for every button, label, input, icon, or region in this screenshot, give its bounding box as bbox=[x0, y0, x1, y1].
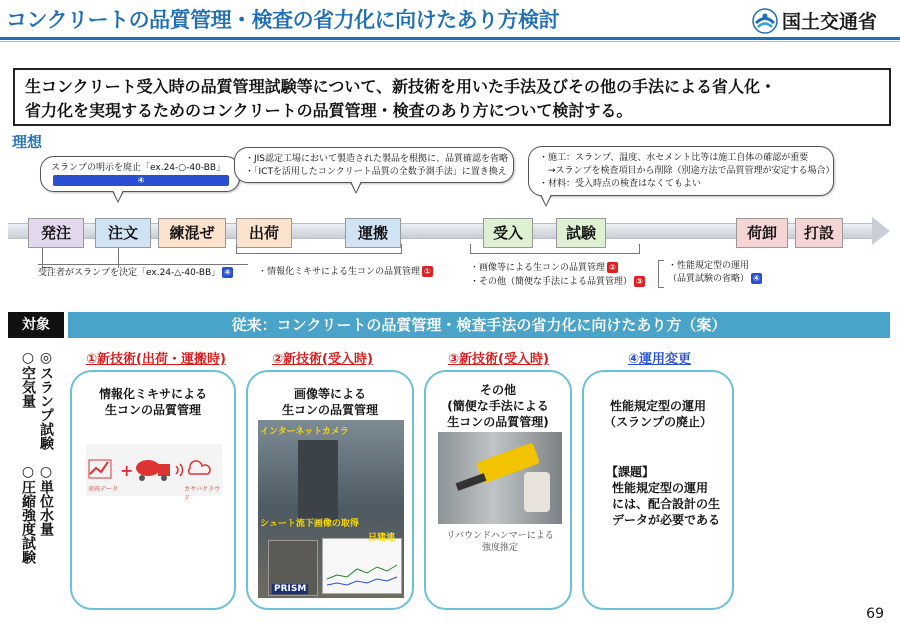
rebound-hammer-icon bbox=[438, 432, 562, 524]
badge-4: ④ bbox=[53, 175, 229, 186]
page-number: 69 bbox=[866, 606, 884, 622]
note-mixer-text: ・情報化ミキサによる生コンの品質管理 bbox=[258, 267, 421, 277]
summary-line-2: 省力化を実現するためのコンクリートの品質管理・検査のあり方について検討する。 bbox=[25, 101, 633, 120]
chute-shape bbox=[298, 440, 338, 520]
ideal-label: 理想 bbox=[12, 133, 43, 151]
callout-jis bbox=[234, 147, 514, 183]
column-head-4 bbox=[628, 348, 691, 367]
card-4-issue bbox=[606, 464, 720, 528]
column-head-2-text: ②新技術(受入時) bbox=[272, 352, 373, 367]
organization-name: 国土交通省 bbox=[782, 11, 878, 33]
callout-construction-line-3: ・材料：受入時点の検査はなくてもよい bbox=[539, 179, 702, 189]
card-2-title-line-1: 画像等による bbox=[293, 387, 366, 401]
card-performance-spec bbox=[582, 370, 734, 610]
title-underline bbox=[0, 37, 900, 40]
mixer-label-cloud: カヤバクラウド bbox=[184, 486, 221, 502]
card-3-title-line-3: 生コンの品質管理) bbox=[447, 415, 549, 429]
camera-photo bbox=[258, 420, 404, 598]
step-testing: 試験 bbox=[556, 218, 606, 248]
target-slump-test: ◎スランプ試験 bbox=[38, 350, 54, 450]
card-4-title-line-1: 性能規定型の運用 bbox=[609, 399, 706, 413]
callout-slump-abolish bbox=[40, 156, 240, 192]
bracket-perf bbox=[658, 260, 664, 288]
step-shipping: 出荷 bbox=[236, 218, 292, 248]
note-image bbox=[470, 262, 618, 275]
callout-construction bbox=[528, 146, 834, 196]
card-3-title bbox=[426, 382, 570, 430]
issue-heading: 【課題】 bbox=[606, 465, 655, 479]
note-other bbox=[470, 276, 645, 289]
issue-line-3: データが必要である bbox=[612, 513, 721, 527]
rebound-caption bbox=[426, 530, 574, 554]
card-image-quality bbox=[246, 370, 414, 610]
photo-label-nikkenren: 日建連 bbox=[368, 533, 396, 543]
photo-label-prism: PRISM bbox=[274, 584, 307, 594]
badge-2: ② bbox=[609, 263, 616, 272]
column-head-1-text: ①新技術(出荷・運搬時) bbox=[86, 352, 226, 367]
callout-tail bbox=[112, 191, 124, 203]
step-transport: 運搬 bbox=[345, 218, 401, 248]
card-1-title bbox=[72, 386, 234, 418]
badge-4: ④ bbox=[224, 268, 231, 277]
step-unloading: 荷卸 bbox=[736, 218, 788, 248]
note-perf-line-2: （品質試験の省略） bbox=[668, 274, 750, 284]
issue-line-2: には、配合設計の生 bbox=[612, 497, 721, 511]
callout-slump-abolish-text: スランプの明示を廃止「ex.24-○-40-BB」 bbox=[51, 163, 226, 173]
step-request: 注文 bbox=[95, 218, 151, 248]
note-order-text: 受注者がスランプを決定「ex.24-△-40-BB」 bbox=[38, 268, 221, 278]
note-other-text: ・その他（簡便な手法による品質管理） bbox=[470, 277, 633, 287]
mixer-illustration bbox=[86, 444, 222, 502]
column-head-4-text: ④運用変更 bbox=[628, 352, 692, 367]
note-mixer bbox=[258, 266, 433, 279]
bracket-receiving-testing bbox=[470, 244, 640, 254]
card-1-title-line-1: 情報化ミキサによる bbox=[98, 387, 207, 401]
callout-tail bbox=[540, 195, 552, 207]
badge-4: ④ bbox=[753, 274, 760, 283]
card-3-title-line-2: (簡便な手法による bbox=[447, 399, 549, 413]
column-head-1 bbox=[86, 348, 226, 367]
photo-label-camera: インターネットカメラ bbox=[260, 427, 349, 437]
card-simple-method bbox=[424, 370, 572, 610]
page-title: コンクリートの品質管理・検査の省力化に向けたあり方検討 bbox=[6, 8, 560, 32]
step-receiving: 受入 bbox=[483, 218, 533, 248]
note-perf bbox=[668, 260, 762, 286]
target-label: 対象 bbox=[8, 312, 64, 338]
column-head-3-text: ③新技術(受入時) bbox=[448, 352, 549, 367]
conventional-heading: 従来：コンクリートの品質管理・検査手法の省力化に向けたあり方（案） bbox=[68, 312, 890, 338]
card-1-title-line-2: 生コンの品質管理 bbox=[104, 403, 201, 417]
note-order bbox=[38, 264, 248, 280]
step-placing: 打設 bbox=[795, 218, 843, 248]
rebound-caption-line-1: リバウンドハンマーによる bbox=[446, 531, 554, 541]
issue-line-1: 性能規定型の運用 bbox=[612, 481, 709, 495]
card-4-title-line-2: （スランプの廃止） bbox=[603, 415, 712, 429]
target-air-content: ○空気量 bbox=[20, 350, 36, 408]
summary-box bbox=[13, 68, 891, 126]
summary-line-1: 生コンクリート受入時の品質管理試験等について、新技術を用いた手法及びその他の手法による省人化・ bbox=[25, 77, 777, 96]
column-head-3 bbox=[448, 348, 549, 367]
step-order: 発注 bbox=[28, 218, 84, 248]
column-head-2 bbox=[272, 348, 373, 367]
card-2-title-line-2: 生コンの品質管理 bbox=[281, 403, 378, 417]
card-4-title bbox=[584, 398, 732, 430]
card-2-title bbox=[248, 386, 412, 418]
callout-jis-line-2: ・「ICTを活用したコンクリート品質の全数予測手法」に置き換え bbox=[245, 167, 507, 177]
callout-construction-line-2: →スランプを検査項目から削除（別途方法で品質管理が安定する場合） bbox=[539, 166, 835, 176]
target-unit-water: ○単位水量 bbox=[38, 464, 54, 536]
note-perf-line-1: ・性能規定型の運用 bbox=[668, 261, 750, 271]
process-arrow-head bbox=[872, 217, 890, 245]
card-3-title-line-1: その他 bbox=[479, 383, 516, 397]
card-info-mixer bbox=[70, 370, 236, 610]
title-underline-thin bbox=[0, 41, 900, 42]
step-mixing: 練混ぜ bbox=[158, 218, 226, 248]
callout-construction-line-1: ・施工：スランプ、温度、水セメント比等は施工自体の確認が重要 bbox=[539, 153, 809, 163]
callout-jis-line-1: ・JIS認定工場において製造された製品を根拠に、品質確認を省略 bbox=[245, 154, 509, 164]
chart-thumbnail-icon bbox=[323, 539, 403, 595]
bracket-shipping-transport bbox=[236, 244, 402, 254]
photo-label-chute: シュート流下画像の取得 bbox=[260, 519, 359, 529]
svg-text:+: + bbox=[120, 461, 134, 480]
badge-3: ③ bbox=[636, 277, 643, 286]
rebound-caption-line-2: 強度推定 bbox=[481, 543, 518, 553]
chart-inset bbox=[322, 538, 402, 594]
badge-1: ① bbox=[424, 267, 431, 276]
mlit-logo-icon bbox=[752, 8, 778, 34]
callout-tail bbox=[350, 182, 362, 194]
rebound-hammer-photo bbox=[438, 432, 562, 524]
target-compressive-test: ○圧縮強度試験 bbox=[20, 464, 36, 564]
mixer-label-vehicle-data: 車両データ bbox=[88, 486, 119, 493]
note-image-text: ・画像等による生コンの品質管理 bbox=[470, 263, 606, 273]
